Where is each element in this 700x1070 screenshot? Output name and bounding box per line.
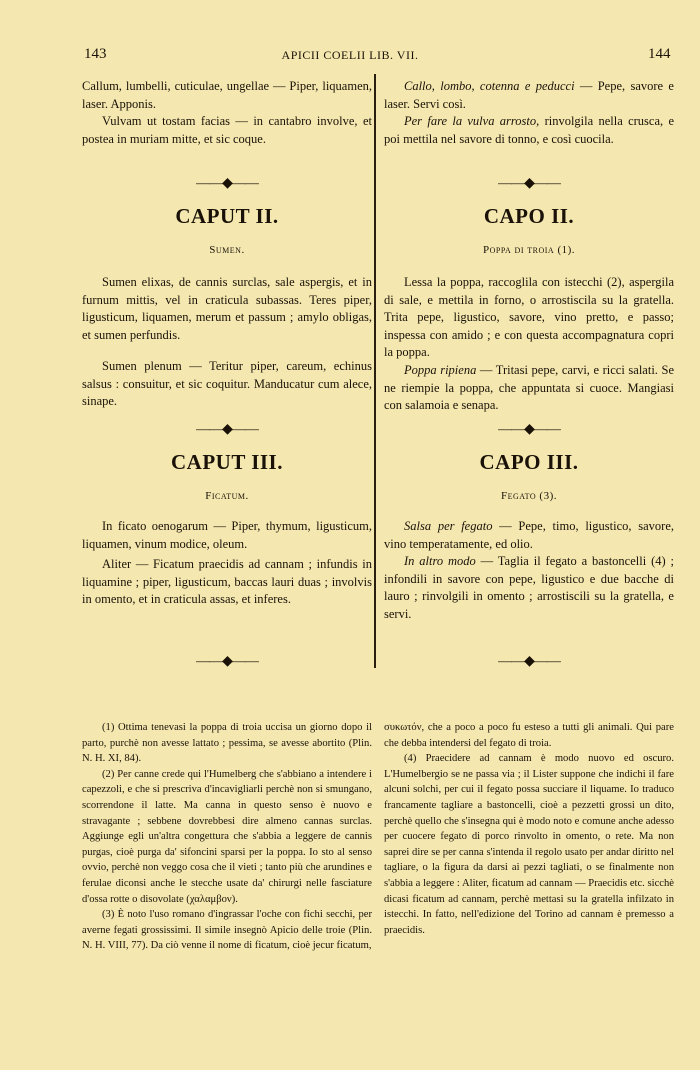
latin-paragraph: In ficato oenogarum — Piper, thymum, ligusticum, liquamen, vinum modice, oleum. bbox=[82, 519, 372, 551]
chapter-title: CAPUT III. bbox=[171, 450, 283, 474]
chapter-title: CAPUT II. bbox=[175, 204, 279, 228]
ornament-divider: ——◆—— bbox=[196, 176, 258, 191]
latin-paragraph: Vulvam ut tostam facias — in cantabro involve, et postea in muriam mitte, et sic coque. bbox=[82, 114, 372, 146]
latin-paragraph: Aliter — Ficatum praecidis ad cannam ; infundis in liquamine ; piper, ligusticum, baccas lauri duas ; involvis in omento, et in craticula assas, et inferes. bbox=[82, 557, 372, 607]
footnote: (3) È noto l'uso romano d'ingrassar l'oche con fichi secchi, per averne fegati grossissimi. Il simile insegnò Apicio delle troie (Plin. N. H. VIII, 77). Da ciò venne il nome di ficatum, cioè jecur ficatum, bbox=[82, 909, 372, 952]
ornament-divider: ——◆—— bbox=[498, 176, 560, 191]
footnote: (2) Per canne crede qui l'Humelberg che s'abbiano a intendere i capezzoli, e che si prescriva d'incavigliarli perchè non si smungano, scorrendone il latte. Ma canna in questo senso è nuovo e stravagante ; sebbene dovrebbesi dire almeno cannas surclas. Aggiunge egli un'altra congettura che s'abbia a leggere de cannis purgas, cioè purga da' sifoncini sparsi per la poppa. Io sto al senso ovvio, perchè non veggo cosa che il vieti ; tanto più che arundines e ferulae diconsi anche le stecche usate da' chirurgi nelle fasciature d'ossa rotte o disovolate (χαλαμβον). bbox=[82, 768, 372, 905]
latin-paragraph: Callum, lumbelli, cuticulae, ungellae — Piper, liquamen, laser. Apponis. bbox=[82, 79, 372, 111]
italian-paragraph: Poppa ripiena — Tritasi pepe, carvi, e ricci salati. Se ne riempie la poppa, che appuntata si cuoce. Mangiasi con salamoia e senapa. bbox=[384, 362, 674, 413]
page-header bbox=[0, 46, 700, 70]
italian-paragraph: Salsa per fegato — Pepe, timo, ligustico, savore, vino temperatamente, ed olio. bbox=[384, 519, 674, 551]
italian-paragraph: Lessa la poppa, raccoglila con istecchi (2), aspergila di sale, e mettila in forno, o arrostiscila su la gratella. Trita pepe, ligustico, savore, vino pretto, e passo; inspessa con amido ; e con questa accompagnatura copri la poppa. bbox=[384, 275, 674, 360]
chapter-subtitle: Fegato (3). bbox=[500, 490, 558, 502]
chapter-subtitle: Ficatum. bbox=[205, 490, 249, 502]
ornament-divider: ——◆—— bbox=[196, 422, 258, 437]
footnotes-left bbox=[82, 720, 372, 954]
chapter-subtitle: Poppa di troia (1). bbox=[482, 244, 576, 256]
running-title: APICII COELII LIB. VII. bbox=[281, 48, 419, 62]
chapter-title: CAPO III. bbox=[479, 450, 579, 474]
ornament-divider: ——◆—— bbox=[196, 654, 258, 669]
footnotes-right bbox=[384, 720, 674, 938]
latin-paragraph: Sumen plenum — Teritur piper, careum, echinus salsus : consuitur, et sic coquitur. Manducatur cum alece, sinape. bbox=[82, 359, 372, 409]
footnote-continuation: συκωτόν, che a poco a poco fu esteso a tutti gli animali. Qui pare che debba intendersi del fegato di troia. bbox=[384, 722, 674, 749]
chapter-title: CAPO II. bbox=[483, 204, 575, 228]
footnote: (1) Ottima tenevasi la poppa di troia uccisa un giorno dopo il parto, purchè non avesse lattato ; pessima, se avesse abortito (Plin. N. H. XI, 84). bbox=[82, 722, 372, 765]
italian-paragraph: Per fare la vulva arrosto, rinvolgila nella crusca, e poi mettila nel savore di tonno, e così cuocila. bbox=[384, 114, 674, 146]
page-number-right: 144 bbox=[648, 46, 671, 62]
chapter-subtitle: Sumen. bbox=[209, 244, 245, 256]
ornament-divider: ——◆—— bbox=[498, 422, 560, 437]
page-number-left: 143 bbox=[84, 46, 107, 62]
italian-paragraph: In altro modo — Taglia il fegato a bastoncelli (4) ; infondili in savore con pepe, ligustico e due bacche di lauro ; rinvolgili in omento ; arrostiscili su la gratella, e servi. bbox=[384, 554, 674, 621]
column-divider bbox=[374, 74, 376, 668]
latin-paragraph: Sumen elixas, de cannis surclas, sale aspergis, et in furnum mittis, vel in craticula subassas. Teres piper, ligusticum, liquamen, merum et passum ; amylo obligas, et sumen perfundis. bbox=[82, 275, 372, 342]
footnote: (4) Praecidere ad cannam è modo nuovo ed oscuro. L'Humelbergio se ne passa via ; il Lister suppone che indichi il fare alcuni solchi, per cui il fegato possa succiare il liquame. Io traduco francamente tagliare a bastoncelli, cioè a pezzetti grossi un dito, perchè quello che s'insegna qui è modo noto e comune anche adesso per cuocere fegato di porco rinvolto in omento, o rete. Ma non saprei dire se per canna s'intenda il regolo usato per andar diritto nel tagliare, o la figura da darsi ai pezzi tagliati, o se finalmente non s'abbia a leggere : Aliter, ficatum ad cannam — Praecidis etc. sicchè dicasi ficatum ad cannam, perchè mettasi su la gratella infilzato in istecchi. In fatto, nell'edizione del Torino ad cannam è premesso a praecidis. bbox=[384, 753, 674, 936]
ornament-divider: ——◆—— bbox=[498, 654, 560, 669]
italian-paragraph: Callo, lombo, cotenna e peducci — Pepe, savore e laser. Servi così. bbox=[384, 79, 674, 111]
